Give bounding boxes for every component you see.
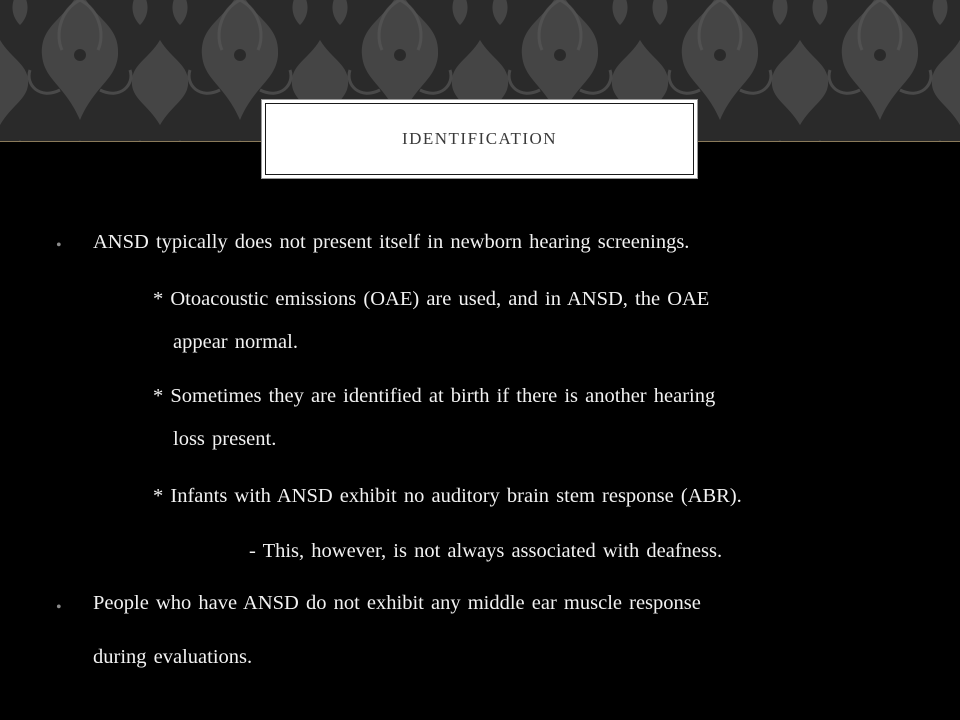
bullet-icon: • xyxy=(56,237,62,254)
body-line: appear normal. xyxy=(173,331,298,353)
body-line: loss present. xyxy=(173,428,277,450)
body-line: * Infants with ANSD exhibit no auditory brain stem response (ABR). xyxy=(153,485,742,507)
body-line: People who have ANSD do not exhibit any middle ear muscle response xyxy=(93,592,701,614)
body-line: ANSD typically does not present itself in newborn hearing screenings. xyxy=(93,231,690,253)
slide-title: IDENTIFICATION xyxy=(401,129,558,148)
title-box xyxy=(261,99,698,179)
body-line: * Sometimes they are identified at birth if there is another hearing xyxy=(153,385,716,407)
body-line: - This, however, is not always associated with deafness. xyxy=(249,540,723,562)
body-line: during evaluations. xyxy=(93,646,253,668)
bullet-icon: • xyxy=(56,599,62,616)
body-line: * Otoacoustic emissions (OAE) are used, and in ANSD, the OAE xyxy=(153,288,710,310)
